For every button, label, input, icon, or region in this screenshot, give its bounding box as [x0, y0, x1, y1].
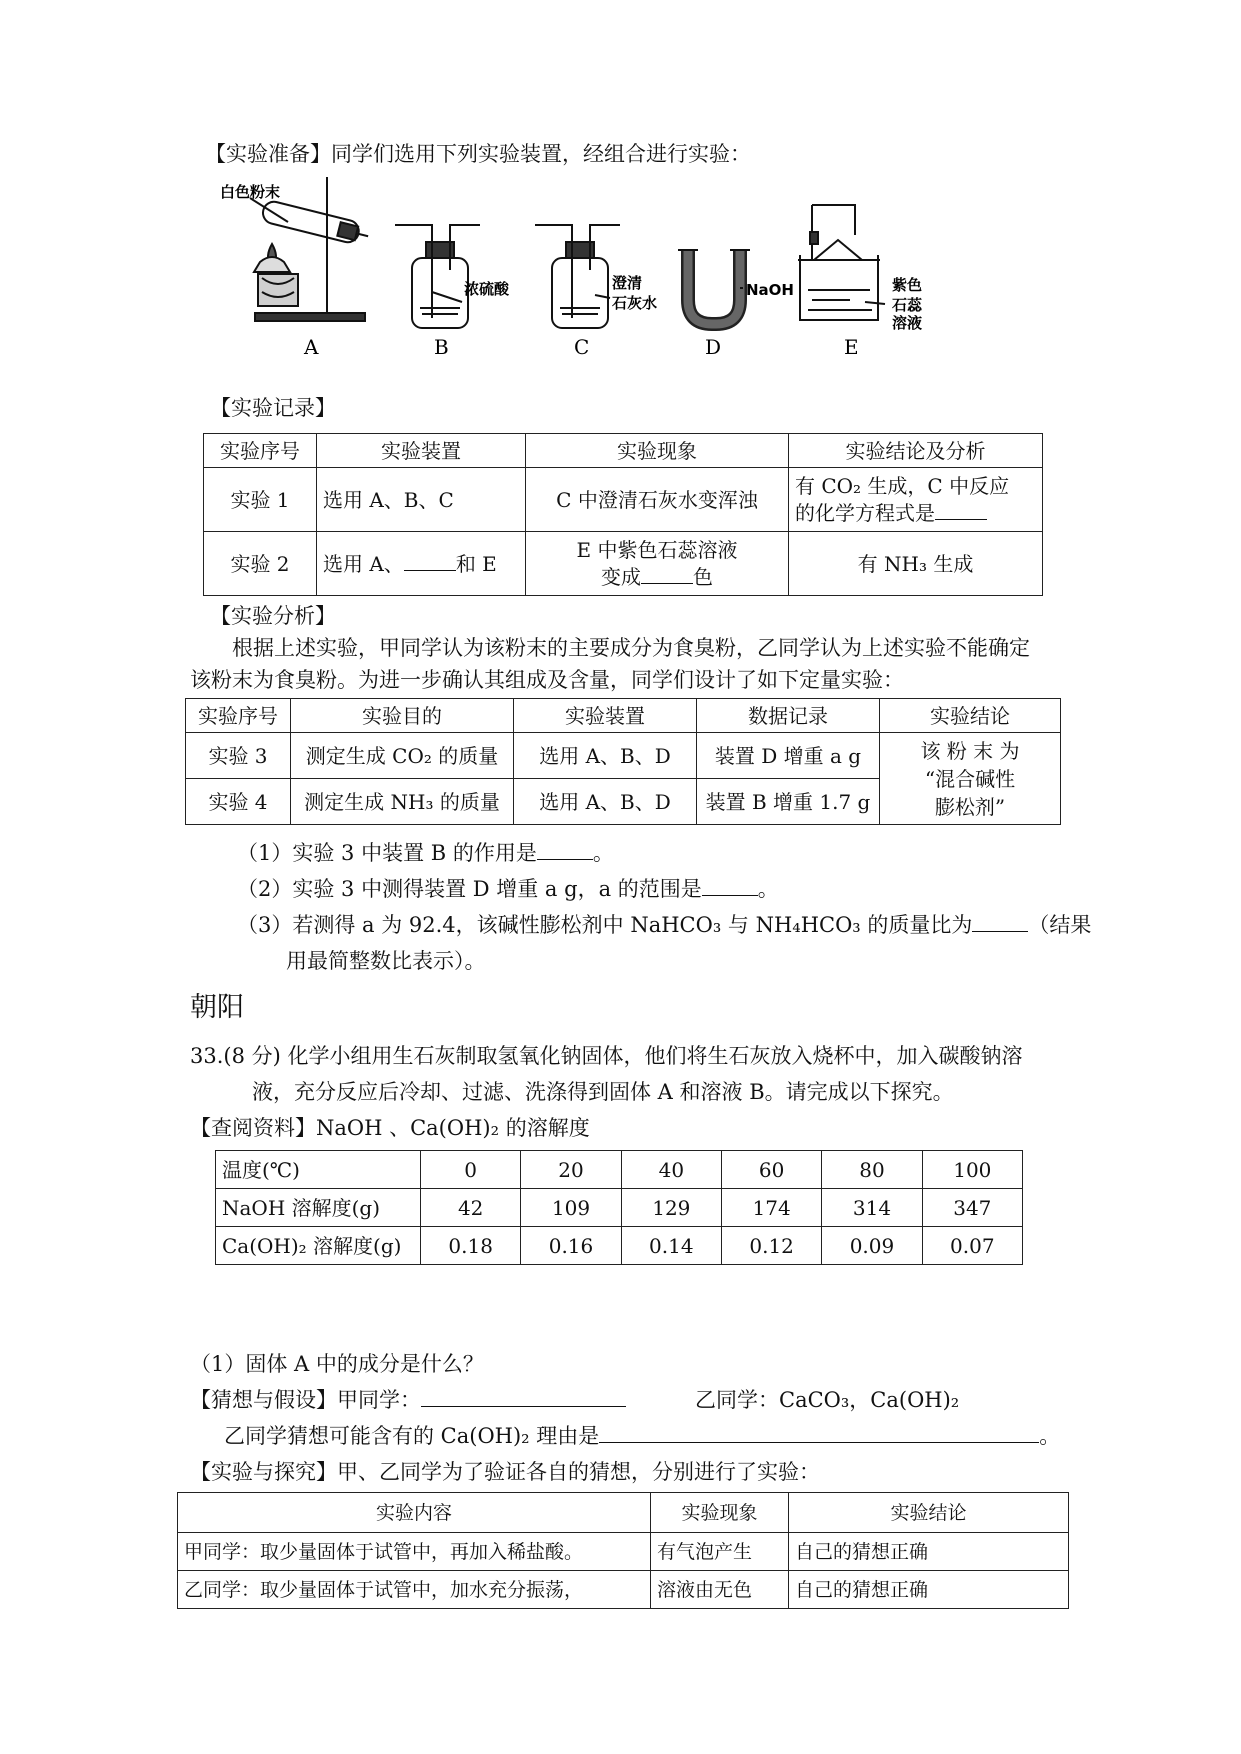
- t4-header: 实验现象: [651, 1493, 789, 1533]
- t1-header: 实验序号: [204, 434, 317, 468]
- answer-blank[interactable]: [935, 499, 987, 520]
- t4-cell: 自己的猜想正确: [789, 1533, 1069, 1571]
- t2-cell: 装置 D 增重 a g: [697, 733, 880, 779]
- t4-header: 实验结论: [789, 1493, 1069, 1533]
- t3-cell: 40: [621, 1151, 721, 1189]
- t3-label: 温度(℃): [216, 1151, 421, 1189]
- t2-cell: 选用 A、B、D: [514, 779, 697, 825]
- t3-cell: 0.18: [421, 1227, 521, 1265]
- t2-line: 膨松剂”: [934, 794, 1006, 819]
- t1-cell: 实验 1: [204, 468, 317, 532]
- t3-cell: 0: [421, 1151, 521, 1189]
- t2-line: 该 粉 末 为: [920, 738, 1020, 763]
- t2-cell: 选用 A、B、D: [514, 733, 697, 779]
- t3-cell: 174: [721, 1189, 821, 1227]
- litmus-label-2: 石蕊: [892, 296, 923, 314]
- problem-33-line-2: 液，充分反应后冷却、过滤、洗涤得到固体 A 和溶液 B。请完成以下探究。: [252, 1080, 954, 1104]
- answer-blank[interactable]: [702, 875, 758, 896]
- t1-cell: [317, 532, 526, 596]
- t3-cell: 109: [521, 1189, 621, 1227]
- t2-header: 实验装置: [514, 699, 697, 733]
- t2-header: 实验结论: [880, 699, 1061, 733]
- t1-cell: 有 NH₃ 生成: [789, 532, 1043, 596]
- apparatus-letter-b: B: [434, 335, 449, 359]
- t2-cell: 测定生成 CO₂ 的质量: [291, 733, 514, 779]
- answer-blank[interactable]: [537, 839, 593, 860]
- t4-cell: 自己的猜想正确: [789, 1571, 1069, 1609]
- analysis-line-2: 该粉末为食臭粉。为进一步确认其组成及含量，同学们设计了如下定量实验：: [190, 668, 904, 692]
- hypothesis-b: 乙同学：CaCO₃，Ca(OH)₂: [695, 1388, 960, 1412]
- t2-cell: 装置 B 增重 1.7 g: [697, 779, 880, 825]
- t3-cell: 129: [621, 1189, 721, 1227]
- t1-header: 实验结论及分析: [789, 434, 1043, 468]
- hypothesis-line: [190, 1384, 626, 1414]
- t1-line: [795, 499, 1036, 526]
- t2-cell: 测定生成 NH₃ 的质量: [291, 779, 514, 825]
- t1-line: 有 CO₂ 生成，C 中反应: [795, 474, 1010, 498]
- t3-cell: 0.16: [521, 1227, 621, 1265]
- question-1: [237, 837, 614, 867]
- answer-blank[interactable]: [599, 1422, 1039, 1443]
- limewater-label-2: 石灰水: [612, 294, 658, 312]
- t3-label: Ca(OH)₂ 溶解度(g): [216, 1227, 421, 1265]
- answer-blank[interactable]: [972, 911, 1028, 932]
- t3-cell: 0.14: [621, 1227, 721, 1265]
- analysis-title: 【实验分析】: [210, 604, 336, 628]
- district-heading: 朝阳: [190, 992, 244, 1023]
- question-3-cont: 用最简整数比表示）。: [286, 949, 486, 973]
- hyp-text: 【猜想与假设】甲同学：: [190, 1388, 421, 1412]
- question-2: [237, 873, 779, 903]
- q-text: （结果: [1028, 913, 1092, 937]
- t1-cell: 选用 A、B、C: [317, 468, 526, 532]
- q-text: （3）若测得 a 为 92.4，该碱性膨松剂中 NaHCO₃ 与 NH₄HCO₃ 的质量比为: [237, 913, 973, 937]
- q-text: 。: [592, 841, 614, 865]
- answer-blank[interactable]: [641, 563, 693, 584]
- limewater-label-1: 澄清: [612, 274, 643, 292]
- t4-cell: 乙同学：取少量固体于试管中，加水充分振荡，: [178, 1571, 651, 1609]
- t4-cell: 有气泡产生: [651, 1533, 789, 1571]
- conc-acid-label: 浓硫酸: [464, 280, 510, 298]
- analysis-line-1: 根据上述实验，甲同学认为该粉末的主要成分为食臭粉，乙同学认为上述实验不能确定: [232, 636, 1030, 660]
- t4-cell: 溶液由无色: [651, 1571, 789, 1609]
- explore-title: 【实验与探究】甲、乙同学为了验证各自的猜想，分别进行了实验：: [190, 1460, 820, 1484]
- problem-33-line-1: 33.(8 分) 化学小组用生石灰制取氢氧化钠固体，他们将生石灰放入烧杯中，加入碳酸钠溶: [190, 1044, 1023, 1068]
- t1-header: 实验装置: [317, 434, 526, 468]
- answer-blank[interactable]: [404, 550, 456, 571]
- t2-header: 实验序号: [186, 699, 291, 733]
- reason-line: [224, 1420, 1060, 1450]
- t3-cell: 0.09: [822, 1227, 922, 1265]
- t1-text: 变成: [601, 565, 641, 589]
- t3-cell: 60: [721, 1151, 821, 1189]
- litmus-label-3: 溶液: [892, 314, 923, 332]
- t1-cell: [526, 532, 789, 596]
- t1-text: 色: [693, 565, 713, 589]
- t3-cell: 347: [922, 1189, 1022, 1227]
- white-powder-label: 白色粉末: [220, 183, 281, 201]
- t3-cell: 42: [421, 1189, 521, 1227]
- t1-cell: C 中澄清石灰水变浑浊: [526, 468, 789, 532]
- quant-table: [185, 698, 1061, 825]
- t2-cell: 实验 4: [186, 779, 291, 825]
- apparatus-letter-c: C: [574, 335, 590, 359]
- record-title: 【实验记录】: [210, 396, 336, 420]
- q-text: （1）实验 3 中装置 B 的作用是: [237, 841, 537, 865]
- q-text: （2）实验 3 中测得装置 D 增重 a g，a 的范围是: [237, 877, 702, 901]
- reason-text: 。: [1039, 1424, 1061, 1448]
- t1-header: 实验现象: [526, 434, 789, 468]
- t3-cell: 20: [521, 1151, 621, 1189]
- litmus-label-1: 紫色: [892, 276, 923, 294]
- t1-line: E 中紫色石蕊溶液: [576, 538, 738, 562]
- t3-cell: 80: [822, 1151, 922, 1189]
- t4-header: 实验内容: [178, 1493, 651, 1533]
- t3-cell: 0.12: [721, 1227, 821, 1265]
- apparatus-diagram: [200, 170, 1060, 370]
- explore-table: [177, 1492, 1069, 1609]
- q-text: 。: [757, 877, 779, 901]
- t2-line: “混合碱性: [924, 766, 1016, 791]
- t1-text: 选用 A、: [323, 552, 404, 576]
- t2-header: 实验目的: [291, 699, 514, 733]
- t1-text: 的化学方程式是: [795, 501, 935, 525]
- t3-cell: 100: [922, 1151, 1022, 1189]
- t1-text: 和 E: [455, 552, 497, 576]
- t4-cell: 甲同学：取少量固体于试管中，再加入稀盐酸。: [178, 1533, 651, 1571]
- t1-cell: 实验 2: [204, 532, 317, 596]
- apparatus-letter-a: A: [304, 335, 319, 359]
- question-3: [237, 909, 1091, 939]
- t1-line: [532, 563, 782, 590]
- sub-question-1: （1）固体 A 中的成分是什么？: [190, 1352, 484, 1376]
- prep-line: 【实验准备】同学们选用下列实验装置，经组合进行实验：: [205, 142, 751, 166]
- t2-cell: 实验 3: [186, 733, 291, 779]
- answer-blank[interactable]: [421, 1386, 626, 1407]
- naoh-label: NaOH: [746, 281, 794, 299]
- solubility-table: [215, 1150, 1023, 1265]
- t3-cell: 0.07: [922, 1227, 1022, 1265]
- record-table: [203, 433, 1043, 596]
- reason-text: 乙同学猜想可能含有的 Ca(OH)₂ 理由是: [224, 1424, 600, 1448]
- apparatus-letter-e: E: [844, 335, 859, 359]
- t3-label: NaOH 溶解度(g): [216, 1189, 421, 1227]
- t2-header: 数据记录: [697, 699, 880, 733]
- t3-cell: 314: [822, 1189, 922, 1227]
- t1-cell-conclusion: [789, 468, 1043, 532]
- reference-title: 【查阅资料】NaOH 、Ca(OH)₂ 的溶解度: [190, 1116, 590, 1140]
- t2-conclusion: [880, 733, 1061, 825]
- apparatus-letter-d: D: [705, 335, 722, 359]
